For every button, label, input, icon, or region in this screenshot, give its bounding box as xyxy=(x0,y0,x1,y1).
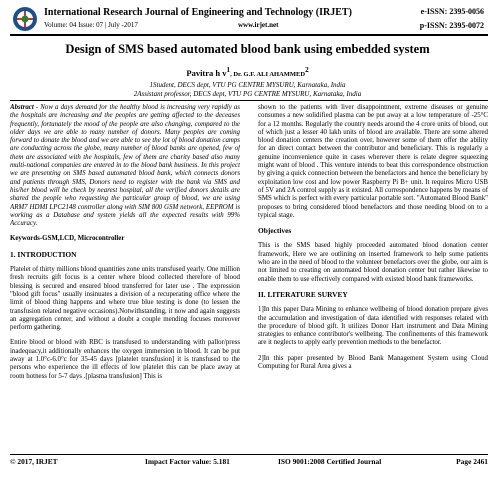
section-heading-literature-survey: II. LITERATURE SURVEY xyxy=(258,289,348,299)
journal-header xyxy=(10,4,488,34)
left-column xyxy=(10,104,240,452)
affiliation-1: 1Student, DECS dept, VTU PG CENTRE MYSURU, Karnataka, India xyxy=(149,81,346,89)
author-1: Pavitra h v xyxy=(186,67,227,78)
intro-paragraph-2: Entire blood or blood with RBC is transfused to understanding with pallor/press inadequacy,it additionally enhances the oxygen immersion in blood. It can be put away at 1.0°c-6.0°c for 35-45 days [platelet transfusion] it is transfused to the persons who experience the ill effects of low platelet this can be place away at room hotness for 5-7 days .[plasma transfusion] This is xyxy=(10,339,240,380)
author-2-superscript: 2 xyxy=(305,66,309,74)
author-1-superscript: 1 xyxy=(226,66,231,74)
affiliation-2: 2Assistant professor, DECS dept, VTU PG CENTRE MYSURU, Karnataka, India xyxy=(133,90,362,98)
footer-page-number: Page 2461 xyxy=(456,457,488,466)
intro-paragraph-3: shown to the patients with liver disappointment, extreme diseases or genuine consumes a new solidified plasma can be put away at a low temperature of -25°C for a 12 months. Regularly the country needs around the 4 crore units of blood, out of which just a lesser 40 lakh units of blood are available. There are some altered blood donation centers the creation over, however some of them offer the ability for an direct contact between the contributor and beneficiary. This is regularly a genuine inconvenience quite in cases wherever there is relate degree squeezing might want of blood . This venture intends to beat this correspondence obstruction by giving a quick connection between the benefactors and hence the beneficiary by exploitation low cost and low power Raspberry Pi B+ unit. It requires Micro USB of 5V and 2A control supply as it existed. All correspondence happens by means of SMS which is perfect with every particular portable sort. "Automated Blood Bank" proposes to bring considered blood benefactors and those needing blood on to a typical stage. xyxy=(258,104,488,219)
header-divider xyxy=(10,34,488,36)
literature-paragraph-2: 2]In this paper presented by Blood Bank Management System using Cloud Computing for Rural Area gives a xyxy=(258,354,488,371)
journal-eissn: e-ISSN: 2395-0056 xyxy=(420,7,484,16)
keywords: Keywords-GSM,LCD, Microcontroller xyxy=(10,235,125,243)
objectives-paragraph: This is the SMS based highly proceeded automated blood donation center framework, Here we are outlining on inserted framework to help some patients who are in the need of blood to the volunteer benefactors over the globe, our aim is not limited to creating on automated blood donation center but rather likewise to enable them to use effectively compared with existed blood bank frameworks. xyxy=(258,242,488,283)
author-2: , Dr. G.F. ALI AHAMMED xyxy=(230,70,306,78)
page-footer xyxy=(10,457,488,468)
footer-iso: ISO 9001:2008 Certified Journal xyxy=(278,457,382,466)
literature-paragraph-1: 1]In this paper Data Mining to enhance wellbeing of blood donation prepare gives the accumulation and investigation of data identified with responses related with the procedure of blood gift. It utilizes Donor Hart instrument and Data Mining strategies to enhance contributor's wellbeing. The confinements of this framework are it neglects to apply early prevention methods to the benefactor. xyxy=(258,306,488,347)
right-column xyxy=(258,104,488,452)
abstract-text: - Now a days demand for the healthy blood is increasing very rapidly as the hospitals are increasing and the peoples are getting affected to the deceases frequently, fortunately the mood of the people are also changing, compared to the older days we are able to many number of donors. Many peoples are coming forward to donate the blood and we are able to see the lot of blood donation camps are conducting across the globe, many number of blood banks are opened, few of them are associated with the hospitals, few of them are charity based also many multi-national companies are entered in to the blood bank business. In this project we are presenting on SMS based automated blood bank, which connects donors and patients through SMS, Donors need to register with the bank via SMS and his/her blood will be check by nearest hospital, all the verified donors details are shared the people who requesting the particular group of blood, we are using ARM7 HDMI LPC2148 controller along with SIM 800 GSM network, EEPROM is working as a Database and system yields all the expected results with 99% Accuracy. xyxy=(10,104,240,228)
section-heading-objectives: Objectives xyxy=(258,226,292,236)
paper-authors xyxy=(0,66,495,78)
footer-impact-factor: Impact Factor value: 5.181 xyxy=(145,457,230,466)
title-divider xyxy=(10,100,488,101)
journal-name: International Research Journal of Engineering and Technology (IRJET) xyxy=(44,7,352,18)
section-heading-introduction: 1. INTRODUCTION xyxy=(10,249,77,259)
journal-pissn: p-ISSN: 2395-0072 xyxy=(419,21,484,30)
irjet-logo-icon xyxy=(12,6,38,32)
paper-title: Design of SMS based automated blood bank using embedded system xyxy=(65,42,430,56)
journal-volume: Volume: 04 Issue: 07 | July -2017 xyxy=(44,21,138,29)
abstract-label: Abstract xyxy=(10,104,34,111)
footer-copyright: © 2017, IRJET xyxy=(10,457,58,466)
abstract xyxy=(10,104,240,228)
footer-divider xyxy=(10,454,488,455)
intro-paragraph-1: Platelet of thirty millions blood quantities zone units transfused yearly. One million fresh recruits gift focus is a center where blood collected therefore of blood blessing is secured and ensured blood transferred for later use . The expression "blood gift focus" usually insinuates a division of a recuperating office where the limit of blood thing happens and where true blue testing is done (to lessen the transfusion related negative occasions).Notwithstanding, it now and again suggests an aggregation center, and without a doubt a couple mending focuses moreover perform gathering. xyxy=(10,266,240,332)
journal-website[interactable]: www.irjet.net xyxy=(238,21,279,29)
